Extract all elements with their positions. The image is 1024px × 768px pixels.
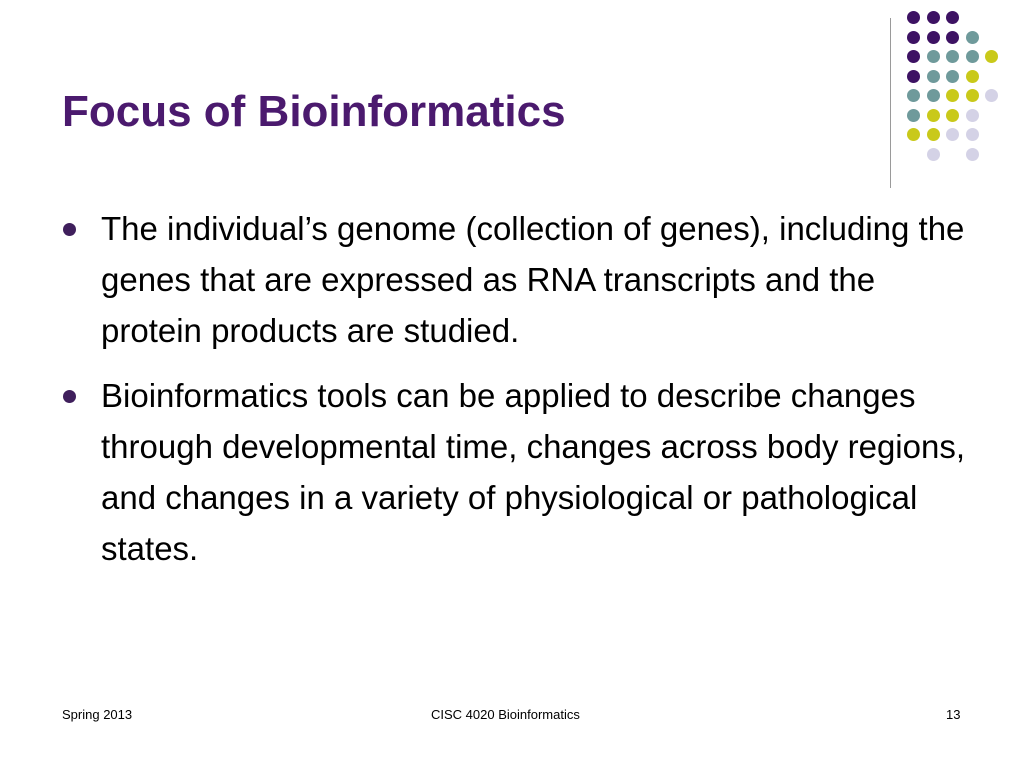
decorative-dot-grid	[907, 11, 1003, 161]
decorative-dot	[946, 128, 959, 141]
decorative-dot	[907, 31, 920, 44]
bullet-item	[62, 203, 972, 356]
decorative-dot	[907, 128, 920, 141]
decorative-dot	[927, 128, 940, 141]
decorative-dot	[927, 109, 940, 122]
decorative-dot	[966, 128, 979, 141]
footer-page-number: 13	[946, 707, 961, 722]
decorative-dot	[966, 148, 979, 161]
bullet-text: Bioinformatics tools can be applied to describe changes through developmental time, changes across body regions, and changes in a variety of physiological or pathological states.	[101, 377, 966, 567]
decorative-dot	[946, 70, 959, 83]
bullet-text: The individual’s genome (collection of genes), including the genes that are expressed as RNA transcripts and the protein products are studied.	[101, 210, 965, 349]
decorative-dot	[966, 70, 979, 83]
footer-date: Spring 2013	[62, 707, 133, 722]
decorative-dot	[927, 70, 940, 83]
decorative-dot	[927, 50, 940, 63]
decorative-dot	[985, 89, 998, 102]
decorative-dot	[907, 50, 920, 63]
decorative-dot	[927, 11, 940, 24]
bullet-dot-icon	[63, 390, 76, 403]
decorative-dot	[946, 11, 959, 24]
decorative-dot	[946, 31, 959, 44]
footer-course-name: CISC 4020 Bioinformatics	[431, 707, 580, 722]
decorative-dot	[907, 109, 920, 122]
decorative-dot	[927, 148, 940, 161]
bullet-dot-icon	[63, 223, 76, 236]
title-divider-line	[890, 18, 891, 188]
decorative-dot	[966, 31, 979, 44]
decorative-dot	[946, 89, 959, 102]
decorative-dot	[907, 70, 920, 83]
decorative-dot	[927, 89, 940, 102]
decorative-dot	[985, 50, 998, 63]
decorative-dot	[966, 109, 979, 122]
decorative-dot	[907, 89, 920, 102]
bullet-item	[62, 370, 972, 574]
decorative-dot	[966, 89, 979, 102]
decorative-dot	[907, 11, 920, 24]
decorative-dot	[946, 109, 959, 122]
slide-title: Focus of Bioinformatics	[62, 87, 566, 136]
bullet-list	[62, 203, 972, 588]
decorative-dot	[966, 50, 979, 63]
decorative-dot	[927, 31, 940, 44]
decorative-dot	[946, 50, 959, 63]
